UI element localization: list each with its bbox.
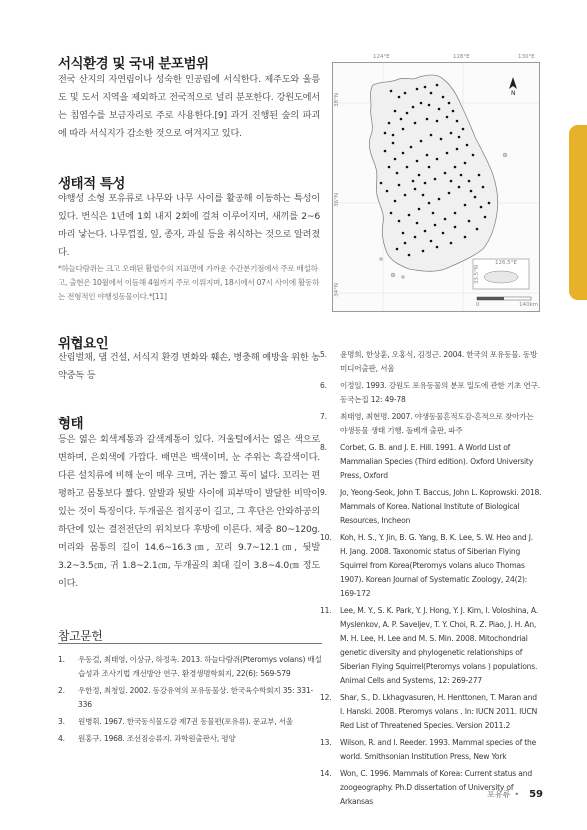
reference-number: 7. [320, 412, 327, 421]
occurrence-point [422, 194, 425, 197]
reference-number: 10. [320, 533, 332, 542]
occurrence-point [380, 182, 383, 185]
occurrence-point [440, 138, 443, 141]
reference-text: Corbet, G. B. and J. E. Hill. 1991. A World List of Mammalian Species (Third edition). Oxford University Press, Oxford [340, 443, 533, 480]
occurrence-point [430, 92, 433, 95]
references-divider [58, 643, 322, 644]
jeju-island-shape [484, 271, 518, 283]
reference-item [320, 767, 542, 809]
occurrence-point [412, 106, 415, 109]
reference-item [58, 653, 322, 681]
occurrence-point [392, 134, 395, 137]
habitat-text: 전국 산지의 자연림이나 성숙한 인공림에 서식한다. 제주도와 울릉도 및 도서 지역을 제외하고 전국적으로 널리 분포한다. 강원도에서는 침엽수를 보금자리로 주로 사용한다.[9] 과거 진행된 숲의 파괴에 따라 서식지가 감소한 것으로 여겨지고 있다. [58, 74, 320, 139]
reference-number: 3. [58, 717, 65, 726]
reference-number: 1. [58, 655, 65, 664]
occurrence-point [432, 212, 435, 215]
footer-separator: • [514, 790, 520, 799]
occurrence-point [412, 180, 415, 183]
reference-text: 우동걸, 최태영, 이상규, 하정옥. 2013. 하늘다람쥐(Pteromys volans) 배설습성과 조사기법 개선방안 연구. 환경생명학회지, 22(6): 569-579 [78, 655, 322, 678]
reference-item [320, 486, 542, 528]
occurrence-point [422, 250, 425, 253]
reference-text: 원홍구. 1968. 조선짐승류지. 과학원출판사, 평양 [78, 734, 236, 743]
occurrence-point [436, 120, 439, 123]
occurrence-point [416, 160, 419, 163]
distribution-map [332, 54, 540, 312]
occurrence-point [406, 112, 409, 115]
occurrence-point [454, 212, 457, 215]
occurrence-point [396, 248, 399, 251]
korea-land-shape [369, 75, 497, 271]
morphology-text: 등은 엷은 회색계통과 갈색계통이 있다. 겨울털에서는 엷은 색으로 변하며, 은회색에 가깝다. 배면은 백색이며, 눈 주위는 흑갈색이다. 다른 설치류에 비해 눈이 매우 크며, 귀는 짧고 폭이 넓다. 꼬리는 편평하고 몸통보다 짧다. 앞발과 뒷발 사이에 피부막이 발달한 비막이 있는 것이 특징이다. 두개골은 접지공이 길고, 그 후단은 안와하공의 하단에 있는 결전전단의 위치보다 후방에 이른다. 체중 80~120g. 머리와 몸통의 길이 14.6~16.3㎝, 꼬리 9.7~12.1㎝, 뒷발 3.2~3.5㎝, 귀 1.8~2.1㎝, 두개골의 최대 길이 3.8~4.0㎝ 정도이다. [58, 434, 320, 589]
lon-label-2: 128°E [453, 54, 470, 60]
occurrence-point [470, 190, 473, 193]
occurrence-point [408, 214, 411, 217]
occurrence-point [430, 134, 433, 137]
occurrence-point [458, 186, 461, 189]
occurrence-point [434, 224, 437, 227]
occurrence-point [430, 240, 433, 243]
occurrence-point [436, 246, 439, 249]
reference-text: 윤명희, 한상훈, 오홍식, 김정근. 2004. 한국의 포유동물. 동방미디어출판, 서울 [340, 350, 538, 373]
occurrence-point [424, 182, 427, 185]
occurrence-point [426, 154, 429, 157]
lon-label-1: 124°E [373, 54, 390, 60]
reference-number: 9. [320, 488, 327, 497]
section-title-threats: 위협요인 [58, 336, 109, 352]
occurrence-point [404, 92, 407, 95]
occurrence-point [446, 116, 449, 119]
footer-section: 포유류 [487, 790, 511, 799]
ecology-note: *하늘다람쥐는 크고 오래된 활엽수의 지표면에 가까운 수간분기점에서 주로 배설하고, 출현은 10월에서 이듬해 4월까지 주로 이뤄지며, 18시에서 07시 사이에 활동하는 전형적인 야행성동물이다.*[11] [58, 264, 320, 301]
occurrence-point [388, 166, 391, 169]
reference-number: 13. [320, 738, 332, 747]
occurrence-point [394, 158, 397, 161]
occurrence-point [418, 208, 421, 211]
occurrence-point [402, 232, 405, 235]
occurrence-point [408, 254, 411, 257]
occurrence-point [388, 122, 391, 125]
reference-item [320, 691, 542, 733]
occurrence-point [442, 96, 445, 99]
occurrence-point [480, 206, 483, 209]
occurrence-point [398, 96, 401, 99]
occurrence-point [446, 152, 449, 155]
occurrence-point [384, 150, 387, 153]
occurrence-point [404, 194, 407, 197]
occurrence-point [464, 204, 467, 207]
occurrence-point [442, 232, 445, 235]
occurrence-point [436, 158, 439, 161]
occurrence-point [384, 132, 387, 135]
occurrence-point [466, 144, 469, 147]
occurrence-point [420, 140, 423, 143]
section-title-habitat: 서식환경 및 국내 분포범위 [58, 56, 209, 72]
reference-number: 12. [320, 693, 332, 702]
north-arrow-icon [509, 77, 517, 89]
reference-number: 8. [320, 443, 327, 452]
inset-lat-label: 33.5°N [474, 265, 480, 285]
occurrence-point [392, 142, 395, 145]
occurrence-point [394, 110, 397, 113]
occurrence-point [468, 220, 471, 223]
occurrence-point [434, 178, 437, 181]
occurrence-point [454, 166, 457, 169]
reference-text: Jo, Yeong-Seok, John T. Baccus, John L. Koprowski. 2018. Mammals of Korea. National Institute of Biological Resources, Incheon [340, 488, 542, 525]
occurrence-point [402, 128, 405, 131]
reference-text: 원병휘. 1967. 한국동식물도감 제7권 동물편(포유류). 문교부, 서울 [78, 717, 293, 726]
occurrence-point [438, 108, 441, 111]
occurrence-point [406, 166, 409, 169]
reference-text: 최태영, 최현명. 2007. 야생동물흔적도감-흔적으로 찾아가는 야생동물 생태 기행. 돌베개 출판, 파주 [340, 412, 534, 435]
occurrence-point [396, 172, 399, 175]
reference-item [320, 604, 542, 688]
reference-number: 2. [58, 686, 65, 695]
occurrence-point [420, 102, 423, 105]
occurrence-point [390, 212, 393, 215]
occurrence-point [478, 174, 481, 177]
occurrence-point [400, 118, 403, 121]
reference-item [320, 736, 542, 764]
references-title: 참고문헌 [58, 629, 103, 643]
reference-item [320, 531, 542, 601]
occurrence-point [424, 86, 427, 89]
occurrence-point [472, 154, 475, 157]
occurrence-point [416, 222, 419, 225]
occurrence-point [464, 162, 467, 165]
occurrence-point [428, 166, 431, 169]
occurrence-point [476, 228, 479, 231]
occurrence-point [424, 230, 427, 233]
page-footer [487, 789, 543, 800]
threats-text: 산림벌채, 댐 건설, 서식지 환경 변화와 훼손, 병충해 예방을 위한 농약중독 등 [58, 352, 320, 381]
section-title-ecology: 생태적 특성 [58, 176, 125, 192]
occurrence-point [438, 198, 441, 201]
reference-number: 4. [58, 734, 65, 743]
lat-label-3: 34°N [334, 283, 340, 297]
reference-item [320, 348, 542, 376]
occurrence-point [456, 120, 459, 123]
scale-start-label: 0 [476, 302, 480, 308]
reference-text: Wilson, R. and I. Reeder. 1993. Mammal species of the world. Smithsonian Institution Press, New York [340, 738, 537, 761]
occurrence-point [454, 226, 457, 229]
reference-number: 11. [320, 606, 332, 615]
occurrence-point [462, 128, 465, 131]
occurrence-point [404, 242, 407, 245]
lat-label-2: 36°N [334, 193, 340, 207]
ecology-text: 야행성 소형 포유류로 나무와 나무 사이를 활공해 이동하는 특성이 있다. 번식은 1년에 1회 내지 2회에 걸쳐 이루어지며, 새끼를 2~6마리 낳는다. 나무껍질, 잎, 종자, 과실 등을 취식하는 것으로 알려졌다. [58, 193, 320, 258]
lon-label-3: 130°E [518, 54, 535, 60]
occurrence-point [444, 218, 447, 221]
occurrence-point [488, 202, 491, 205]
occurrence-point [482, 186, 485, 189]
reference-number: 5. [320, 350, 327, 359]
occurrence-point [450, 180, 453, 183]
occurrence-point [398, 220, 401, 223]
reference-text: 우한정, 최청일. 2002. 동강유역의 포유동물상. 한국육수학회지 35: 331-336 [78, 686, 314, 709]
reference-text: Won, C. 1996. Mammals of Korea: Current status and zoogeography. Ph.D dissertation of University of Arkansas [340, 769, 532, 806]
lat-label-1: 38°N [334, 93, 340, 107]
occurrence-point [450, 132, 453, 135]
occurrence-point [428, 104, 431, 107]
occurrence-point [390, 90, 393, 93]
occurrence-point [410, 146, 413, 149]
reference-number: 14. [320, 769, 332, 778]
north-label: N [511, 90, 516, 97]
reference-text: 이정일. 1993. 강원도 포유동물의 분포 밀도에 관한 기초 연구. 동국논집 12: 49-78 [340, 381, 540, 404]
references-list-right [320, 348, 542, 812]
map-graphic [333, 63, 539, 311]
occurrence-point [414, 122, 417, 125]
occurrence-point [436, 84, 439, 87]
reference-item [58, 715, 322, 729]
chapter-side-tab [569, 125, 587, 300]
occurrence-point [444, 172, 447, 175]
scale-end-label: 140km [519, 302, 539, 308]
reference-number: 6. [320, 381, 327, 390]
references-list-left [58, 653, 322, 749]
occurrence-point [394, 200, 397, 203]
scale-bar [477, 297, 531, 300]
occurrence-point [448, 192, 451, 195]
occurrence-point [398, 184, 401, 187]
reference-text: Lee, M. Y., S. K. Park, Y. J. Hong, Y. J. Kim, I. Voloshina, A. Myslenkov, A. P. Saveljev, T. Y. Choi, R. Z. Piao, J. H. An, M. H. Lee, H. Lee and M. S. Min. 2008. Mitochondrial genetic diversity and phylogenetic relationships of Siberian Flying Squirrel(Pteromys volans ) populations. Animal Cells and Systems, 12: 269-277 [340, 606, 538, 685]
occurrence-point [402, 152, 405, 155]
reference-item [320, 410, 542, 438]
occurrence-point [414, 236, 417, 239]
reference-text: Shar, S., D. Lkhagvasuren, H. Henttonen, T. Maran and I. Hanski. 2008. Pteromys volans . In: IUCN 2011. IUCN Red List of Threatened Species. Version 2011.2 [340, 693, 538, 730]
occurrence-point [414, 188, 417, 191]
occurrence-point [468, 180, 471, 183]
occurrence-point [416, 88, 419, 91]
occurrence-point [418, 174, 421, 177]
occurrence-point [464, 236, 467, 239]
occurrence-point [460, 174, 463, 177]
occurrence-point [386, 190, 389, 193]
occurrence-point [474, 196, 477, 199]
reference-text: Koh, H. S., Y. Jin, B. G. Yang, B. K. Lee, S. W. Heo and J. H. Jang. 2008. Taxonomic status of Siberian Flying Squirrel from Korea(Pteromys volans aluco Thomas 1907). Korean Journal of Systematic Zoology, 24(2): 169-172 [340, 533, 533, 598]
reference-item [320, 379, 542, 407]
occurrence-point [458, 136, 461, 139]
occurrence-point [452, 110, 455, 113]
reference-item [58, 684, 322, 712]
occurrence-point [448, 102, 451, 105]
page-number: 59 [529, 789, 543, 800]
reference-item [58, 732, 322, 746]
reference-item [320, 441, 542, 483]
occurrence-point [456, 148, 459, 151]
occurrence-point [428, 202, 431, 205]
occurrence-point [450, 242, 453, 245]
occurrence-point [484, 216, 487, 219]
inset-lon-label: 126.5°E [495, 260, 517, 266]
section-title-morphology: 형태 [58, 416, 84, 432]
occurrence-point [426, 118, 429, 121]
